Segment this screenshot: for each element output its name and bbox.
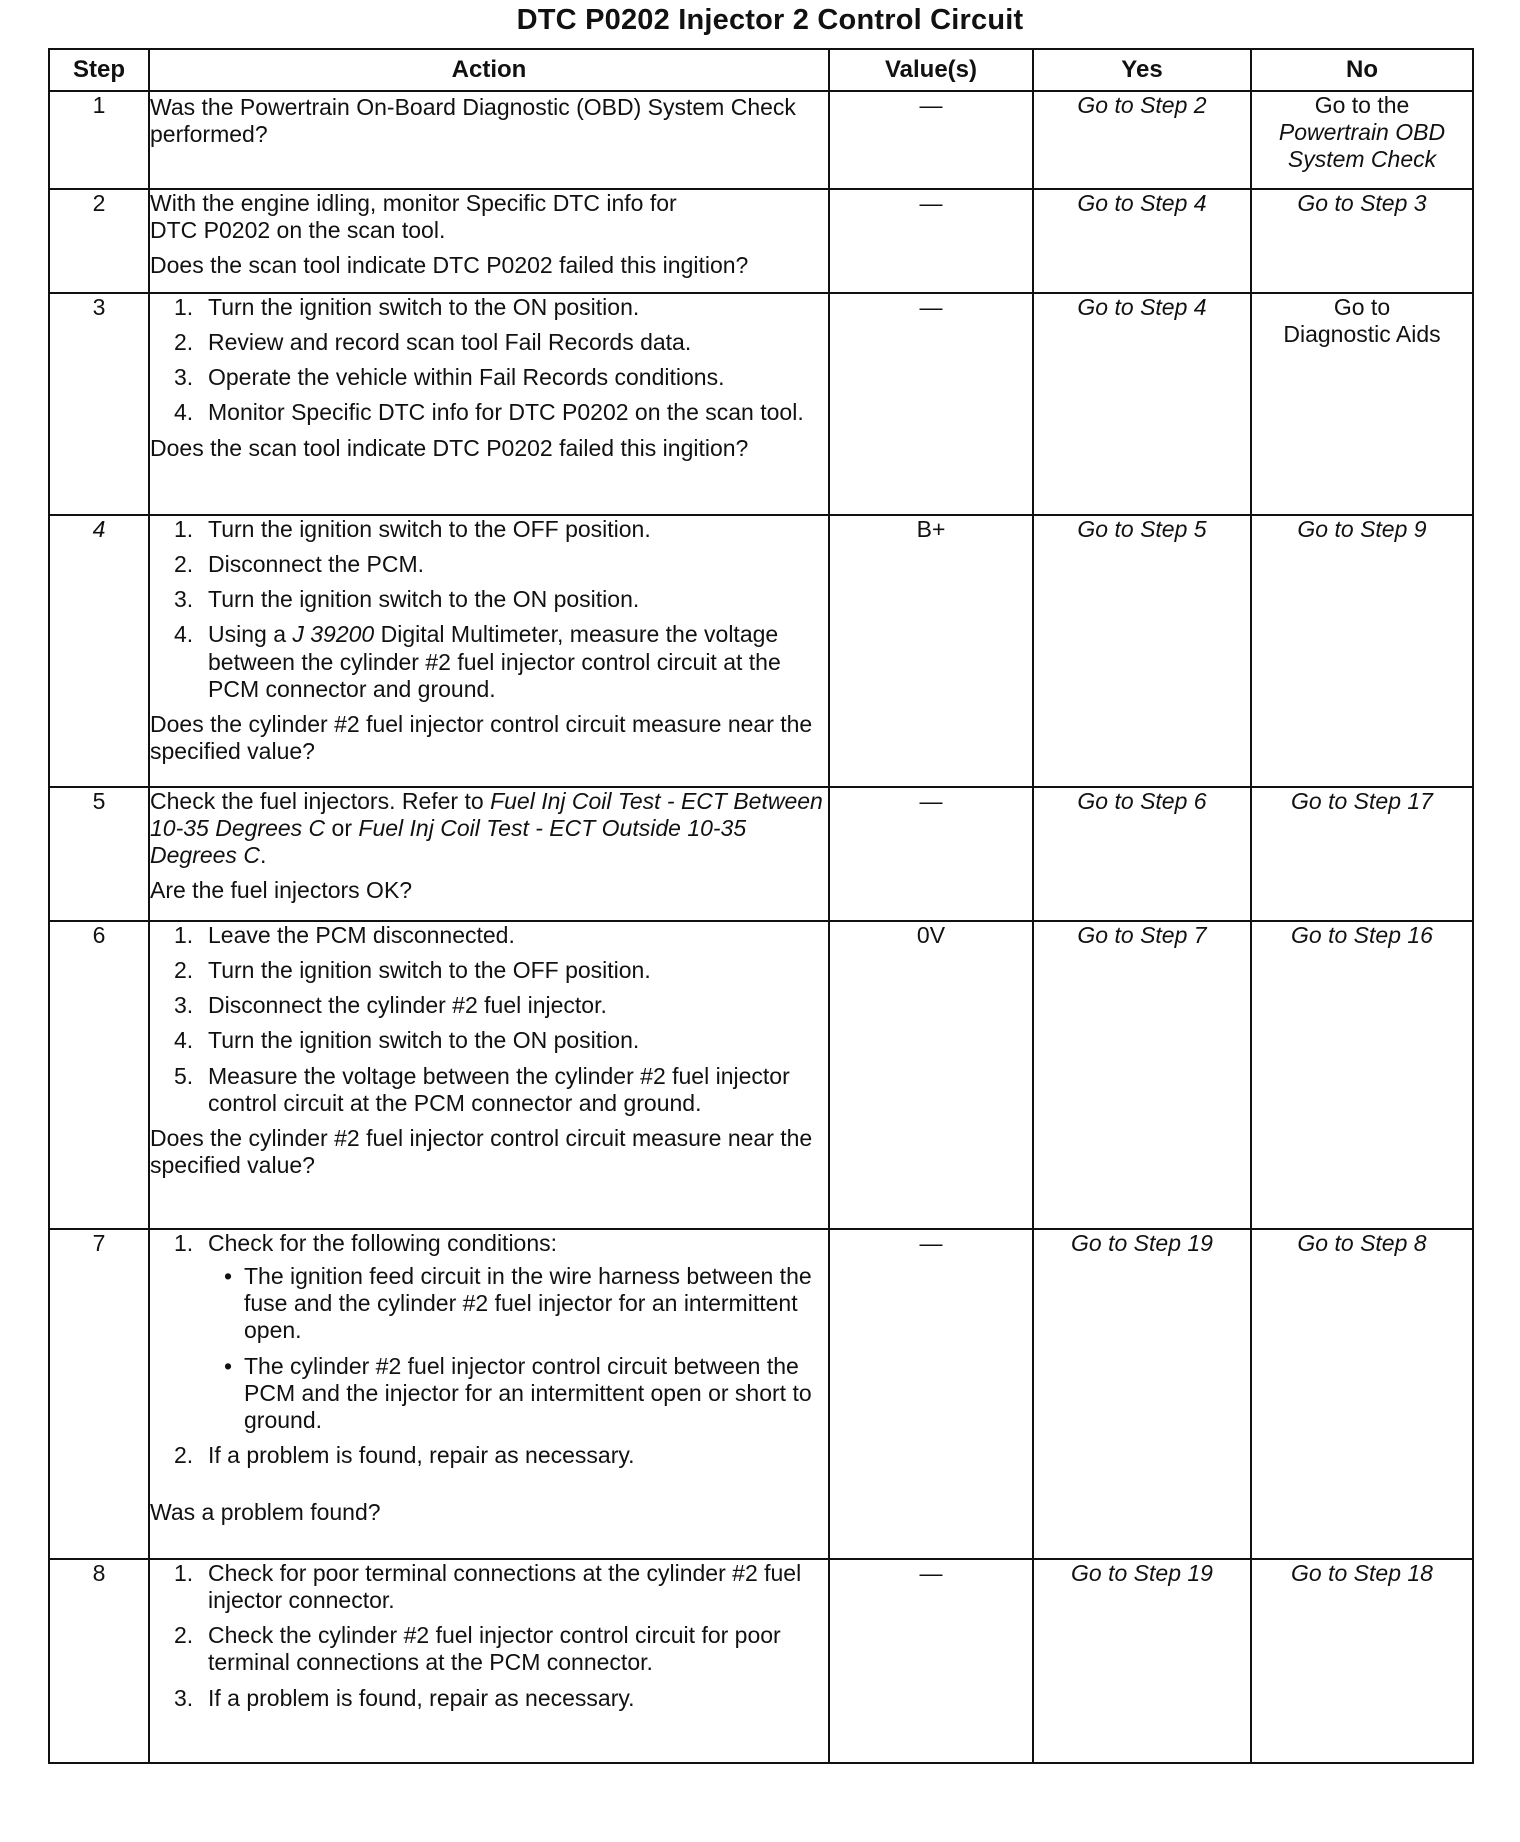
list-item: 2. Turn the ignition switch to the OFF position. [174, 957, 651, 984]
header-step: Step [49, 49, 149, 91]
value-cell: B+ [829, 515, 1033, 787]
action-list [150, 516, 828, 703]
tool-reference: J 39200 [292, 621, 375, 648]
action-question: Does the cylinder #2 fuel injector control circuit measure near the specified value? [150, 1124, 813, 1178]
no-cell [1251, 293, 1473, 515]
step-number: 6 [49, 921, 149, 1229]
action-list [150, 294, 828, 427]
table-header-row [49, 49, 1473, 91]
header-values: Value(s) [829, 49, 1033, 91]
list-item: 1. Turn the ignition switch to the OFF position. [174, 516, 651, 542]
value-cell: — [829, 189, 1033, 293]
action-cell [149, 515, 829, 787]
action-cell [149, 91, 829, 189]
list-item: 1. Check for the following conditions: • The ignition feed circuit in the wire harness between the fuse and the cylinder #2 fuel injector for an intermittent open. • The cylinder #2 fuel injector control circuit between the PCM and the injector for an intermittent open or short to ground. [150, 1230, 828, 1434]
yes-cell: Go to Step 19 [1033, 1229, 1251, 1559]
list-item: 1. Leave the PCM disconnected. [174, 922, 515, 948]
action-cell [149, 189, 829, 293]
table-row [49, 293, 1473, 515]
list-item: 1. Turn the ignition switch to the ON position. [174, 294, 640, 320]
list-item: 4. Using a J 39200 Digital Multimeter, measure the voltage between the cylinder #2 fuel injector control circuit at the PCM connector and ground. [174, 621, 781, 702]
action-question: Was a problem found? [150, 1499, 381, 1525]
step-number: 5 [49, 787, 149, 921]
action-list [150, 1230, 828, 1469]
no-line: System Check [1287, 146, 1437, 173]
yes-cell: Go to Step 4 [1033, 189, 1251, 293]
table-row [49, 921, 1473, 1229]
list-item: 4. Turn the ignition switch to the ON position. [174, 1027, 640, 1054]
no-line: Powertrain OBD [1278, 119, 1446, 146]
action-question: Was the Powertrain On-Board Diagnostic (OBD) System Check performed? [150, 94, 796, 148]
no-line: Diagnostic Aids [1283, 321, 1441, 348]
action-list [150, 1560, 828, 1712]
table-row [49, 91, 1473, 189]
action-question: Does the scan tool indicate DTC P0202 failed this ingition? [150, 434, 749, 461]
procedure-reference: Fuel Inj Coil Test - ECT Outside 10-35 Degrees C [150, 815, 747, 869]
action-question: Are the fuel injectors OK? [150, 877, 413, 904]
yes-cell: Go to Step 7 [1033, 921, 1251, 1229]
value-cell: — [829, 787, 1033, 921]
header-no: No [1251, 49, 1473, 91]
procedure-reference: Fuel Inj Coil Test - ECT Between 10-35 Degrees C [150, 788, 823, 842]
diagnostic-table [48, 48, 1474, 1764]
yes-cell: Go to Step 4 [1033, 293, 1251, 515]
action-cell [149, 293, 829, 515]
yes-cell: Go to Step 6 [1033, 787, 1251, 921]
action-cell [149, 787, 829, 921]
header-action: Action [149, 49, 829, 91]
no-cell: Go to Step 16 [1251, 921, 1473, 1229]
action-intro-line: DTC P0202 on the scan tool. [150, 217, 446, 244]
action-cell [149, 1229, 829, 1559]
value-cell: — [829, 91, 1033, 189]
action-list [150, 922, 828, 1117]
step-number: 8 [49, 1559, 149, 1763]
value-cell: — [829, 1559, 1033, 1763]
action-intro: Check the fuel injectors. Refer to Fuel Inj Coil Test - ECT Between 10-35 Degrees C or Fuel Inj Coil Test - ECT Outside 10-35 Degrees C. [150, 788, 823, 869]
yes-cell: Go to Step 19 [1033, 1559, 1251, 1763]
no-cell: Go to Step 9 [1251, 515, 1473, 787]
value-cell: — [829, 1229, 1033, 1559]
list-item: 1. Check for poor terminal connections at the cylinder #2 fuel injector connector. [174, 1560, 802, 1614]
yes-cell: Go to Step 2 [1033, 91, 1251, 189]
action-cell [149, 1559, 829, 1763]
step-number: 3 [49, 293, 149, 515]
value-cell: 0V [829, 921, 1033, 1229]
table-row [49, 515, 1473, 787]
list-item: 2. Review and record scan tool Fail Records data. [174, 329, 692, 356]
condition-item: • The cylinder #2 fuel injector control circuit between the PCM and the injector for an intermittent open or short to ground. [224, 1352, 812, 1433]
value-cell: — [829, 293, 1033, 515]
step-number: 4 [49, 515, 149, 787]
no-cell: Go to Step 8 [1251, 1229, 1473, 1559]
list-item: 4. Monitor Specific DTC info for DTC P0202 on the scan tool. [174, 399, 804, 426]
action-question: Does the cylinder #2 fuel injector control circuit measure near the specified value? [150, 710, 813, 764]
no-cell: Go to Step 18 [1251, 1559, 1473, 1763]
list-item: 2. Disconnect the PCM. [174, 551, 425, 578]
step-number: 1 [49, 91, 149, 189]
no-line: Go to [1333, 294, 1391, 320]
table-row [49, 189, 1473, 293]
yes-cell: Go to Step 5 [1033, 515, 1251, 787]
no-cell: Go to Step 17 [1251, 787, 1473, 921]
step-number: 7 [49, 1229, 149, 1559]
table-row [49, 1559, 1473, 1763]
list-item: 3. If a problem is found, repair as necessary. [174, 1684, 635, 1711]
list-item: 3. Disconnect the cylinder #2 fuel injector. [174, 992, 607, 1019]
table-row [49, 787, 1473, 921]
list-item: 3. Turn the ignition switch to the ON position. [174, 586, 640, 613]
action-question: Does the scan tool indicate DTC P0202 failed this ingition? [150, 252, 749, 279]
table-row [49, 1229, 1473, 1559]
list-item: 2. Check the cylinder #2 fuel injector control circuit for poor terminal connections at the PCM connector. [174, 1622, 781, 1676]
action-cell [149, 921, 829, 1229]
action-intro-line: With the engine idling, monitor Specific DTC info for [150, 190, 677, 216]
condition-list [208, 1263, 828, 1434]
list-item: 5. Measure the voltage between the cylinder #2 fuel injector control circuit at the PCM connector and ground. [174, 1062, 790, 1116]
no-cell [1251, 91, 1473, 189]
step-number: 2 [49, 189, 149, 293]
page-title: DTC P0202 Injector 2 Control Circuit [516, 4, 1024, 36]
list-item: 2. If a problem is found, repair as necessary. [174, 1441, 635, 1468]
no-line: Go to the [1314, 92, 1410, 118]
no-cell: Go to Step 3 [1251, 189, 1473, 293]
list-item: 3. Operate the vehicle within Fail Records conditions. [174, 364, 725, 391]
condition-item: • The ignition feed circuit in the wire harness between the fuse and the cylinder #2 fuel injector for an intermittent open. [224, 1263, 812, 1344]
header-yes: Yes [1033, 49, 1251, 91]
